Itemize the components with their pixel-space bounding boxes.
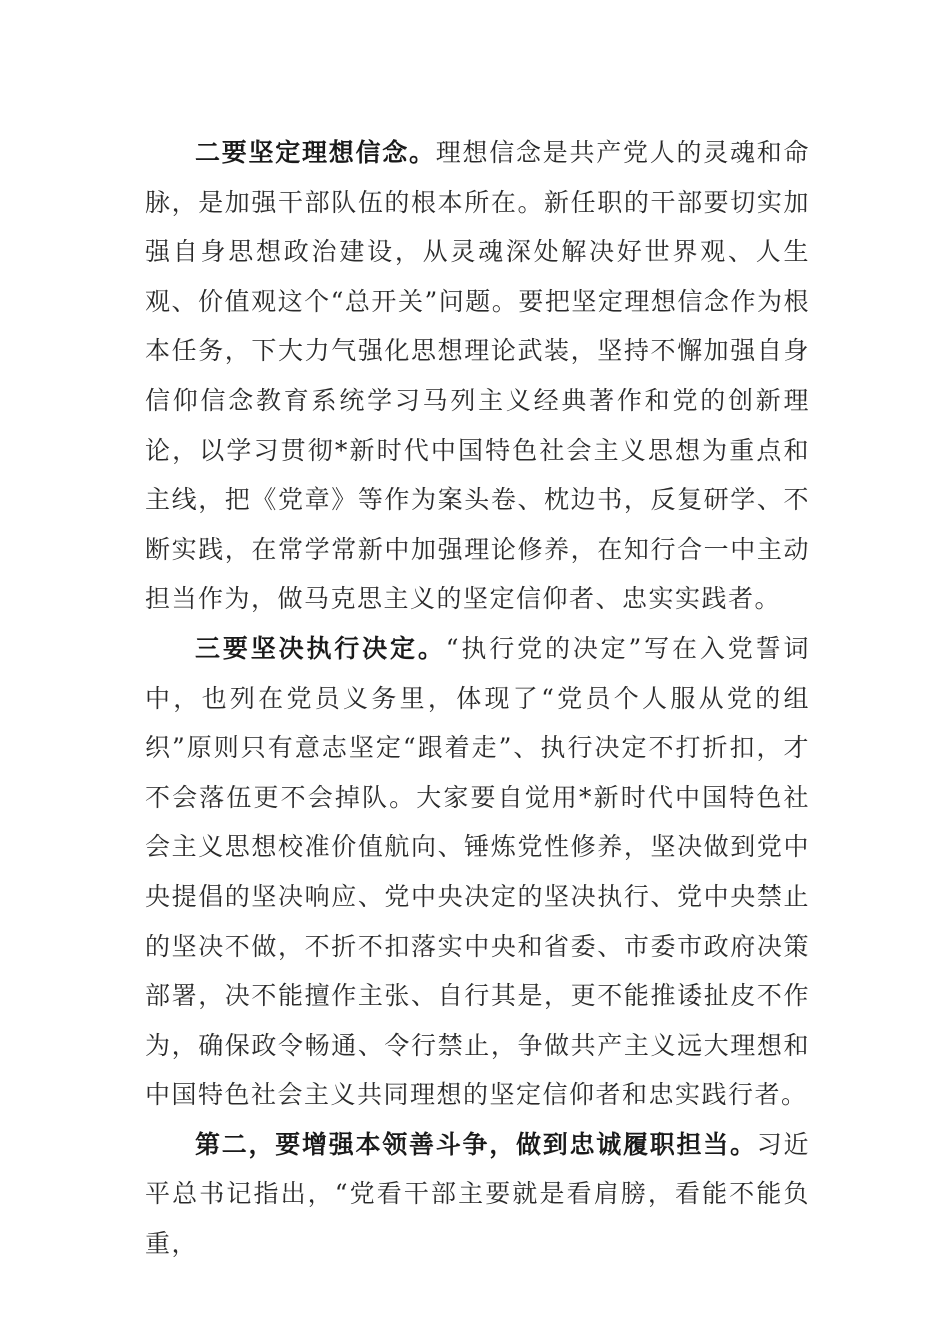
paragraph-capability	[145, 1120, 810, 1269]
paragraph-heading: 二要坚定理想信念。	[195, 138, 436, 167]
paragraph-heading: 三要坚决执行决定。	[195, 633, 446, 663]
paragraph-execution	[145, 624, 810, 1120]
paragraph-text: 理想信念是共产党人的灵魂和命脉，是加强干部队伍的根本所在。新任职的干部要切实加强自身思想政治建设，从灵魂深处解决好世界观、人生观、价值观这个“总开关”问题。要把坚定理想信念作为根本任务，下大力气强化思想理论武装，坚持不懈加强自身信仰信念教育系统学习马列主义经典著作和党的创新理论，以学习贯彻*新时代中国特色社会主义思想为重点和主线，把《党章》等作为案头卷、枕边书，反复研学、不断实践，在常学常新中加强理论修养，在知行合一中主动担当作为，做马克思主义的坚定信仰者、忠实实践者。	[145, 138, 810, 614]
paragraph-text: “执行党的决定”写在入党誓词中，也列在党员义务里，体现了“党员个人服从党的组织”原则只有意志坚定“跟着走”、执行决定不打折扣，才不会落伍更不会掉队。大家要自觉用*新时代中国特色社会主义思想校准价值航向、锤炼党性修养，坚决做到党中央提倡的坚决响应、党中央决定的坚决执行、党中央禁止的坚决不做，不折不扣落实中央和省委、市委市政府决策部署，决不能擅作主张、自行其是，更不能推诿扯皮不作为，确保政令畅通、令行禁止，争做共产主义远大理想和中国特色社会主义共同理想的坚定信仰者和忠实践行者。	[145, 633, 810, 1110]
paragraph-text: 习近平总书记指出，“党看干部主要就是看肩膀，看能不能负重，	[145, 1129, 810, 1259]
document-body	[145, 128, 810, 1269]
paragraph-ideals	[145, 128, 810, 624]
paragraph-heading: 第二，要增强本领善斗争，做到忠诚履职担当。	[195, 1129, 757, 1159]
